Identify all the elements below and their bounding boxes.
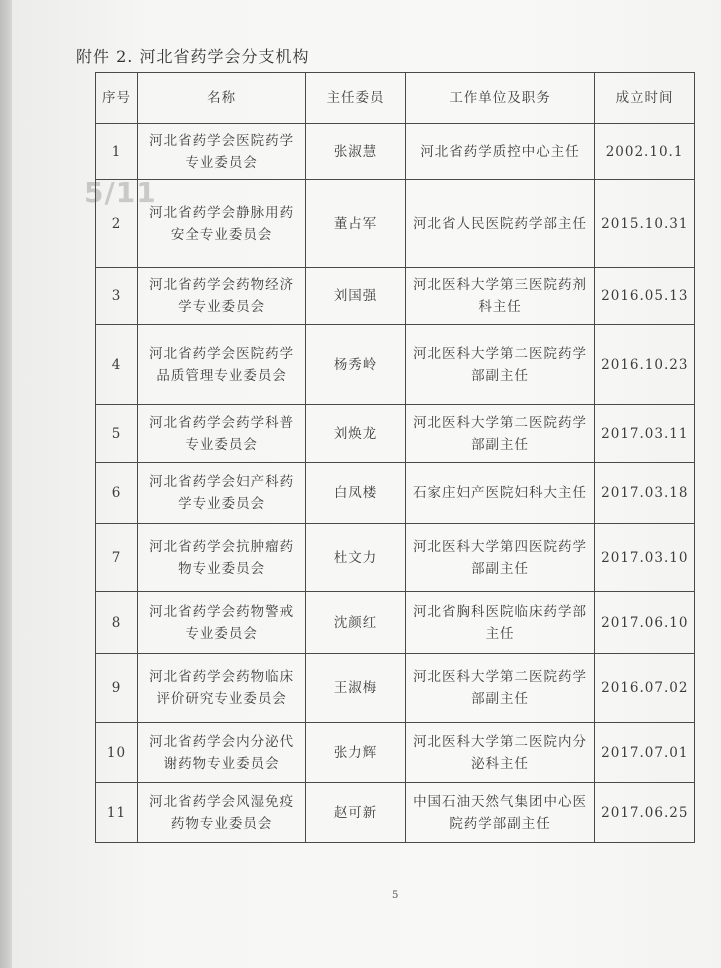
cell-no: 8 <box>96 592 138 654</box>
cell-name: 河北省药学会妇产科药学专业委员会 <box>138 463 306 524</box>
cell-no: 11 <box>96 783 138 843</box>
cell-no: 10 <box>96 723 138 783</box>
cell-director: 白凤楼 <box>306 463 406 524</box>
cell-date: 2016.05.13 <box>595 268 695 325</box>
cell-date: 2017.03.10 <box>595 524 695 592</box>
cell-director: 张力辉 <box>306 723 406 783</box>
table-row <box>96 592 695 654</box>
cell-director: 董占军 <box>306 180 406 268</box>
cell-date: 2002.10.1 <box>595 124 695 180</box>
cell-unit: 河北医科大学第三医院药剂科主任 <box>405 268 594 325</box>
cell-date: 2016.07.02 <box>595 654 695 723</box>
branch-organizations-table <box>95 72 695 843</box>
table-row <box>96 463 695 524</box>
cell-date: 2017.06.25 <box>595 783 695 843</box>
table-row <box>96 268 695 325</box>
cell-name: 河北省药学会内分泌代谢药物专业委员会 <box>138 723 306 783</box>
cell-unit: 石家庄妇产医院妇科大主任 <box>405 463 594 524</box>
cell-date: 2017.06.10 <box>595 592 695 654</box>
cell-unit: 河北省药学质控中心主任 <box>405 124 594 180</box>
table-row <box>96 654 695 723</box>
header-no: 序号 <box>96 73 138 124</box>
cell-no: 9 <box>96 654 138 723</box>
cell-no: 4 <box>96 325 138 405</box>
cell-director: 张淑慧 <box>306 124 406 180</box>
header-name: 名称 <box>138 73 306 124</box>
page-edge-shadow <box>0 0 12 968</box>
cell-director: 王淑梅 <box>306 654 406 723</box>
table-body <box>96 124 695 843</box>
cell-director: 杜文力 <box>306 524 406 592</box>
cell-date: 2017.03.18 <box>595 463 695 524</box>
table-row <box>96 124 695 180</box>
cell-name: 河北省药学会药学科普专业委员会 <box>138 405 306 463</box>
cell-name: 河北省药学会静脉用药安全专业委员会 <box>138 180 306 268</box>
cell-date: 2017.07.01 <box>595 723 695 783</box>
header-date: 成立时间 <box>595 73 695 124</box>
cell-name: 河北省药学会风湿免疫药物专业委员会 <box>138 783 306 843</box>
cell-director: 刘国强 <box>306 268 406 325</box>
table-row <box>96 325 695 405</box>
cell-no: 3 <box>96 268 138 325</box>
cell-name: 河北省药学会抗肿瘤药物专业委员会 <box>138 524 306 592</box>
cell-unit: 中国石油天然气集团中心医院药学部副主任 <box>405 783 594 843</box>
cell-no: 5 <box>96 405 138 463</box>
cell-no: 6 <box>96 463 138 524</box>
cell-unit: 河北医科大学第二医院内分泌科主任 <box>405 723 594 783</box>
cell-no: 7 <box>96 524 138 592</box>
cell-date: 2015.10.31 <box>595 180 695 268</box>
cell-director: 刘焕龙 <box>306 405 406 463</box>
cell-unit: 河北医科大学第二医院药学部副主任 <box>405 325 594 405</box>
cell-name: 河北省药学会药物警戒专业委员会 <box>138 592 306 654</box>
table-row <box>96 723 695 783</box>
table-row <box>96 783 695 843</box>
cell-no: 2 <box>96 180 138 268</box>
cell-name: 河北省药学会药物临床评价研究专业委员会 <box>138 654 306 723</box>
cell-name: 河北省药学会药物经济学专业委员会 <box>138 268 306 325</box>
attachment-caption: 附件 2. 河北省药学会分支机构 <box>76 47 310 66</box>
cell-director: 赵可新 <box>306 783 406 843</box>
cell-date: 2017.03.11 <box>595 405 695 463</box>
cell-unit: 河北省胸科医院临床药学部主任 <box>405 592 594 654</box>
page-counter-watermark: 5/11 <box>84 176 157 209</box>
table-row <box>96 180 695 268</box>
cell-name: 河北省药学会医院药学品质管理专业委员会 <box>138 325 306 405</box>
cell-name: 河北省药学会医院药学专业委员会 <box>138 124 306 180</box>
header-unit: 工作单位及职务 <box>405 73 594 124</box>
table-row <box>96 405 695 463</box>
table-header-row <box>96 73 695 124</box>
cell-unit: 河北省人民医院药学部主任 <box>405 180 594 268</box>
cell-unit: 河北医科大学第二医院药学部副主任 <box>405 405 594 463</box>
cell-unit: 河北医科大学第四医院药学部副主任 <box>405 524 594 592</box>
table-row <box>96 524 695 592</box>
cell-date: 2016.10.23 <box>595 325 695 405</box>
document-page <box>12 0 721 968</box>
cell-director: 沈颜红 <box>306 592 406 654</box>
cell-director: 杨秀岭 <box>306 325 406 405</box>
cell-unit: 河北医科大学第二医院药学部副主任 <box>405 654 594 723</box>
page-number: 5 <box>392 890 399 901</box>
header-director: 主任委员 <box>306 73 406 124</box>
cell-no: 1 <box>96 124 138 180</box>
